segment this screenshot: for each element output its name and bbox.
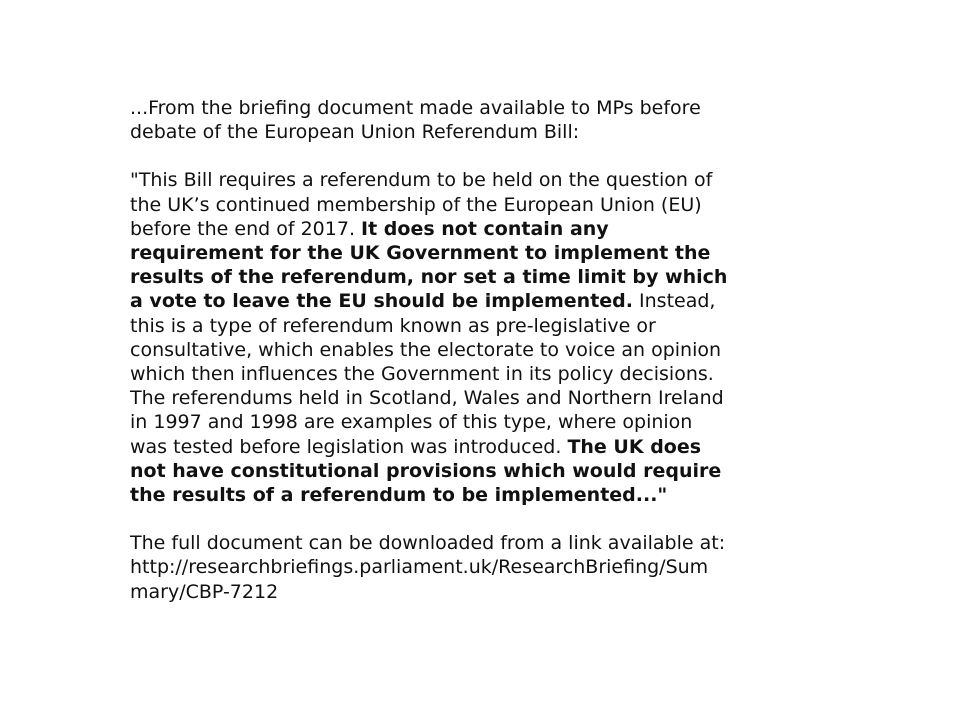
footer-link-line: mary/CBP-7212 bbox=[130, 580, 279, 603]
footer-link-line: http://researchbriefings.parliament.uk/ResearchBriefing/Sum bbox=[130, 556, 709, 579]
quote-line bbox=[130, 241, 810, 265]
footer-line: The full document can be downloaded from a link available at: bbox=[130, 532, 726, 555]
quote-line bbox=[130, 338, 810, 362]
briefing-text-block bbox=[130, 96, 810, 604]
quote-line bbox=[130, 314, 810, 338]
quote-line bbox=[130, 483, 810, 507]
quote-segment: was tested before legislation was introduced. bbox=[130, 435, 568, 458]
quote-segment: this is a type of referendum known as pre-legislative or bbox=[130, 314, 656, 337]
quote-bold-segment: The UK does bbox=[567, 435, 702, 458]
quote-line bbox=[130, 217, 810, 241]
quote-segment: which then influences the Government in its policy decisions. bbox=[130, 363, 714, 386]
quote-line bbox=[130, 168, 810, 192]
quote-line bbox=[130, 265, 810, 289]
quote-line bbox=[130, 362, 810, 386]
quote-bold-segment: not have constitutional provisions which would require bbox=[130, 459, 722, 482]
quote-segment: before the end of 2017. bbox=[130, 217, 362, 240]
quote-segment: in 1997 and 1998 are examples of this type, where opinion bbox=[130, 411, 693, 434]
quote-line bbox=[130, 193, 810, 217]
paragraph-gap bbox=[130, 144, 810, 168]
quote-bold-segment: a vote to leave the EU should be implemented. bbox=[130, 290, 633, 313]
intro-line: debate of the European Union Referendum Bill: bbox=[130, 121, 580, 144]
quote-segment: Instead, bbox=[633, 290, 716, 313]
quote-segment: the UK’s continued membership of the European Union (EU) bbox=[130, 193, 702, 216]
intro-line: ...From the briefing document made available to MPs before bbox=[130, 97, 701, 119]
intro-paragraph bbox=[130, 96, 810, 144]
quote-segment: The referendums held in Scotland, Wales and Northern Ireland bbox=[130, 387, 724, 410]
quote-bold-segment: It does not contain any bbox=[361, 217, 609, 240]
quote-paragraph bbox=[130, 168, 810, 507]
paragraph-gap bbox=[130, 507, 810, 531]
quote-line bbox=[130, 459, 810, 483]
quote-bold-segment: results of the referendum, nor set a time limit by which bbox=[130, 266, 728, 289]
quote-bold-segment: requirement for the UK Government to implement the bbox=[130, 242, 711, 265]
quote-line bbox=[130, 410, 810, 434]
footer-paragraph bbox=[130, 531, 810, 604]
quote-bold-segment: the results of a referendum to be implemented..." bbox=[130, 484, 668, 507]
quote-line bbox=[130, 435, 810, 459]
quote-segment: consultative, which enables the electorate to voice an opinion bbox=[130, 338, 722, 361]
quote-line bbox=[130, 289, 810, 313]
quote-line bbox=[130, 386, 810, 410]
quote-segment: "This Bill requires a referendum to be held on the question of bbox=[130, 169, 713, 192]
